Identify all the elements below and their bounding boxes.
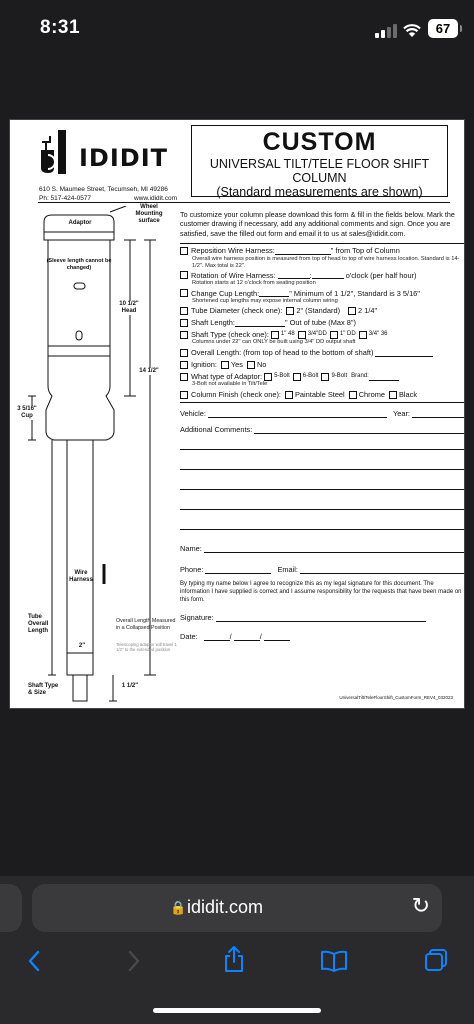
vehicle-row: Vehicle: Year: xyxy=(180,409,464,418)
head-dimension: 10 1/2" Head xyxy=(114,301,144,315)
date-year-input[interactable] xyxy=(264,633,290,641)
vehicle-input[interactable] xyxy=(208,410,387,418)
ididit-logo-icon xyxy=(38,128,76,176)
tube-row: Tube Diameter (check one): 2" (Standard) 2 1/4" xyxy=(180,306,464,315)
signature-row: Signature: xyxy=(180,613,464,622)
brand-name: IDIDIT xyxy=(79,144,169,172)
comments-row: Additional Comments: xyxy=(180,425,464,434)
custom-form-document xyxy=(9,119,465,709)
tube-2in-checkbox[interactable] xyxy=(286,307,294,315)
form-subtitle: UNIVERSAL TILT/TELE FLOOR SHIFT COLUMN xyxy=(209,157,430,185)
legal-statement: By typing my name below I agree to recognize this as my legal signature for this document. The information I have supplied is correct and I assume responsibility for the requests that have been made on this form. xyxy=(180,581,462,603)
signature-input[interactable] xyxy=(216,614,426,622)
back-button[interactable] xyxy=(14,944,54,984)
tube-2-25in-checkbox[interactable] xyxy=(348,307,356,315)
wifi-icon xyxy=(402,22,422,38)
company-website: www.ididit.com xyxy=(134,195,177,202)
share-icon xyxy=(223,945,245,973)
shaft-length-checkbox[interactable] xyxy=(180,319,188,327)
column-diagram xyxy=(10,206,185,706)
email-input[interactable] xyxy=(300,566,464,574)
wire-harness-label: Wire Harness xyxy=(69,570,93,583)
status-bar xyxy=(0,0,474,56)
finish-paintable-checkbox[interactable] xyxy=(285,391,293,399)
lock-icon: 🔒 xyxy=(170,900,187,915)
address-bar[interactable] xyxy=(32,884,442,932)
form-title-box xyxy=(191,125,448,197)
shaft-1dd-checkbox[interactable] xyxy=(330,331,338,339)
ignition-yes-checkbox[interactable] xyxy=(221,361,229,369)
ignition-row: Ignition: Yes No xyxy=(180,360,464,369)
shaft-1in48-checkbox[interactable] xyxy=(271,331,279,339)
address-bar-url: ididit.com xyxy=(187,897,264,917)
tube-checkbox[interactable] xyxy=(180,307,188,315)
rotation-row: Rotation of Wire Harness: : o'clock (per half hour) xyxy=(180,271,464,280)
company-address: 610 S. Maumee Street, Tecumseh, MI 49286 Ph: 517-424-0577 www.ididit.com xyxy=(39,186,177,202)
shaft-type-checkbox[interactable] xyxy=(180,331,188,339)
forward-button[interactable] xyxy=(114,944,154,984)
wheel-mounting-label: Wheel Mounting surface xyxy=(135,204,163,224)
adaptor-label: Adaptor xyxy=(68,220,92,226)
shaft-3-4dd-checkbox[interactable] xyxy=(298,331,306,339)
sleeve-note: (Sleeve length cannot be changed) xyxy=(46,258,112,271)
home-indicator[interactable] xyxy=(153,1008,321,1013)
overall-length-checkbox[interactable] xyxy=(180,349,188,357)
shaft-3-4-36-checkbox[interactable] xyxy=(359,331,367,339)
reposition-input[interactable] xyxy=(275,247,331,255)
browser-toolbar xyxy=(0,876,474,1024)
overall-length-row: Overall Length: (from top of head to the bottom of shaft) xyxy=(180,348,464,357)
adaptor-6bolt-checkbox[interactable] xyxy=(293,373,301,381)
battery-icon: 67 xyxy=(428,19,458,38)
book-icon xyxy=(319,949,349,973)
adaptor-row: What type of Adaptor: 5-Bolt 6-Bolt 9-Bolt Brand: xyxy=(180,372,464,381)
cup-dimension: 3 5/16" Cup xyxy=(14,406,40,420)
year-input[interactable] xyxy=(412,410,464,418)
adaptor-9bolt-checkbox[interactable] xyxy=(321,373,329,381)
form-subtitle-note: (Standard measurements are shown) xyxy=(216,185,423,199)
shaft-dimension: 1 1/2" xyxy=(121,683,139,689)
diameter-dimension: 2" xyxy=(78,643,86,649)
tabs-icon xyxy=(423,947,449,973)
form-revision-code: UniversalTilt/TeleFloorShift_CustomForm_REV4_032023 xyxy=(339,695,453,700)
comments-line[interactable] xyxy=(180,470,464,490)
cellular-signal-icon xyxy=(375,24,397,38)
adaptor-checkbox[interactable] xyxy=(180,373,188,381)
finish-chrome-checkbox[interactable] xyxy=(349,391,357,399)
options-list: Reposition Wire Harness: " from Top of Column Overall wire harness position is measured from top of head to top of wire harness location. Standard is 14-1/2". Max total is 22". Rotation of Wire Harness: : o'clock (per half hour) Rotation starts at 12 o'clock from seating position Change Cup Length: " Minimum of 1 1/2", Standard is 3 5/16" Shortened cup lengths may expose internal column wiring Tube Diameter (check one): 2" (Standard) 2 1/4" Shaft Length: " Out of tube (Max 8") Shaft Type (check one): 1" 48 3/4"DD 1" DD 3/4" 36 Columns under 22" can ONLY be built using 3/4" DD output shaft Overall Length: (from top of head to the bottom of shaft) Ignition: Yes No What type of Adaptor: 5-Bolt 6-Bolt 9-Bolt Brand: 3-Bolt not available in Tilt/Tele Column Finish (check one): Paintable Steel Chrome Black xyxy=(180,243,464,403)
comments-line[interactable] xyxy=(180,490,464,510)
tube-overall-label: Tube Overall Length xyxy=(28,614,49,634)
chevron-right-icon xyxy=(126,949,142,973)
bookmarks-button[interactable] xyxy=(314,944,354,984)
contact-row: Phone: Email: xyxy=(180,565,464,574)
tabs-button[interactable] xyxy=(416,944,456,984)
comments-line[interactable] xyxy=(180,434,464,450)
rotation-input-2[interactable] xyxy=(312,271,344,279)
shaft-length-input[interactable] xyxy=(235,319,285,327)
cup-input[interactable] xyxy=(259,289,289,297)
header-divider xyxy=(38,202,450,203)
shaft-type-row: Shaft Type (check one): 1" 48 3/4"DD 1" DD 3/4" 36 xyxy=(180,330,464,339)
form-instructions: To customize your column please download this form & fill in the fields below. Mark the customer drawing if necessary, add any additional comments and sign. Once you are satisfied, save the filled out form and email it to us at sales@ididit.com. xyxy=(180,210,455,238)
column-dimension: 14 1/2" xyxy=(134,368,164,375)
adaptor-brand-input[interactable] xyxy=(369,373,399,381)
cup-checkbox[interactable] xyxy=(180,289,188,297)
web-page[interactable] xyxy=(0,56,474,876)
overall-length-note: Overall Length Measured in a Collapsed Position xyxy=(116,618,176,631)
name-row: Name: xyxy=(180,544,464,553)
overall-length-input[interactable] xyxy=(375,349,433,357)
date-row: Date: / / xyxy=(180,632,464,641)
reposition-checkbox[interactable] xyxy=(180,247,188,255)
phone-input[interactable] xyxy=(205,566,271,574)
rotation-input-1[interactable] xyxy=(278,271,310,279)
ignition-no-checkbox[interactable] xyxy=(247,361,255,369)
reposition-row: Reposition Wire Harness: " from Top of Column xyxy=(180,246,464,255)
previous-tab-edge[interactable] xyxy=(0,884,22,932)
date-day-input[interactable] xyxy=(234,633,260,641)
finish-black-checkbox[interactable] xyxy=(389,391,397,399)
custom-order-form xyxy=(180,210,464,641)
name-input[interactable] xyxy=(204,545,464,553)
adaptor-5bolt-checkbox[interactable] xyxy=(264,373,272,381)
ignition-checkbox[interactable] xyxy=(180,361,188,369)
chevron-left-icon xyxy=(26,949,42,973)
reload-icon[interactable]: ↻ xyxy=(411,893,430,918)
shaft-length-row: Shaft Length: " Out of tube (Max 8") xyxy=(180,318,464,327)
form-title: CUSTOM xyxy=(262,128,377,156)
status-time: 8:31 xyxy=(40,17,81,38)
telescoping-note: Telescoping adaptor will travel 1 1/2" to the extended position xyxy=(116,642,177,652)
date-month-input[interactable] xyxy=(204,633,230,641)
cup-row: Change Cup Length: " Minimum of 1 1/2", Standard is 3 5/16" xyxy=(180,289,464,298)
shaft-type-label: Shaft Type & Size xyxy=(28,683,59,696)
rotation-checkbox[interactable] xyxy=(180,271,188,279)
comments-input[interactable] xyxy=(254,426,464,434)
comments-line[interactable] xyxy=(180,510,464,530)
share-button[interactable] xyxy=(214,944,254,984)
finish-checkbox[interactable] xyxy=(180,391,188,399)
finish-row: Column Finish (check one): Paintable Steel Chrome Black xyxy=(180,390,464,399)
comments-line[interactable] xyxy=(180,450,464,470)
